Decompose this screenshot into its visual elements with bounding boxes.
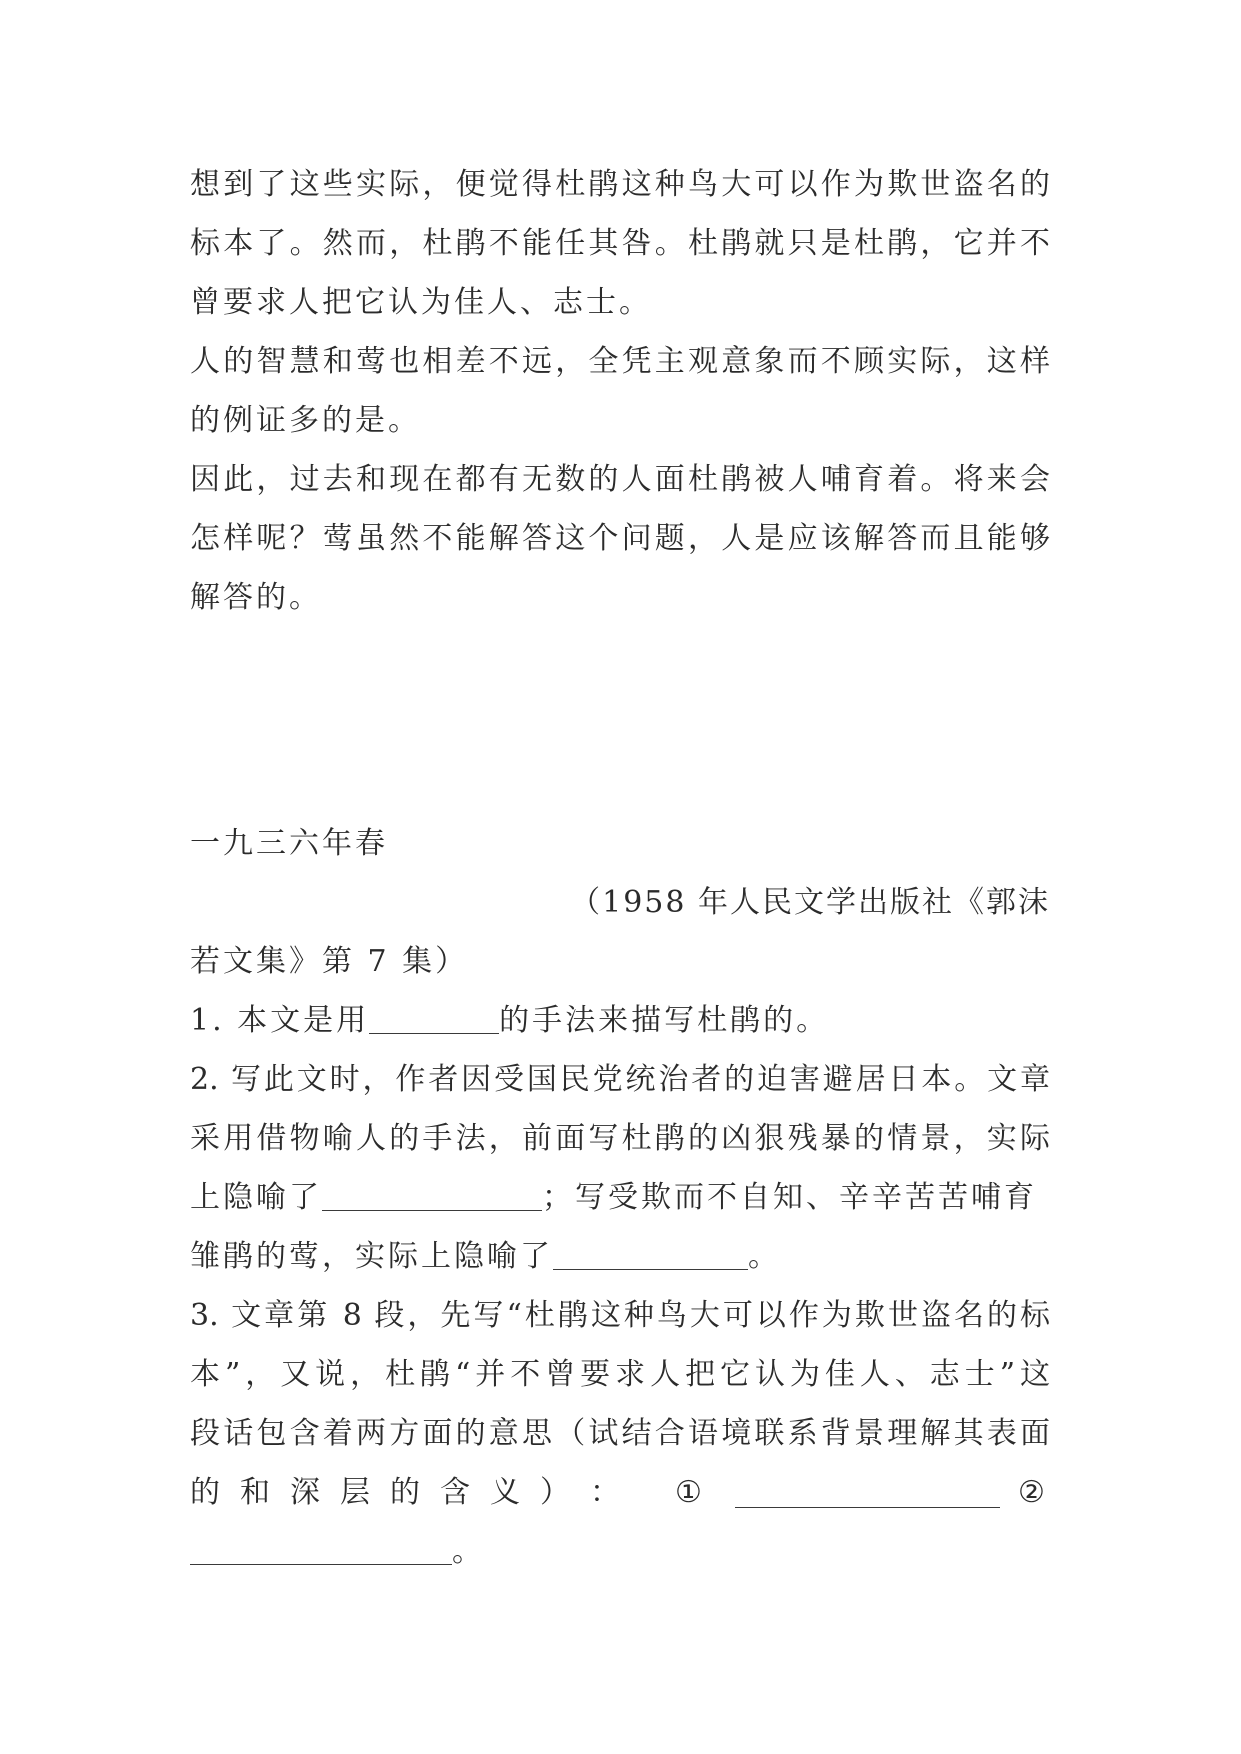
circled-1-marker: ① (675, 1475, 702, 1510)
question-3-line-1: 3. 文章第 8 段，先写“杜鹃这种鸟大可以作为欺世盗名的标 (190, 1298, 1050, 1333)
q3-char: 的 (390, 1475, 420, 1510)
date-line: 一九三六年春 (190, 826, 388, 861)
question-3-line-5 (190, 1522, 1050, 1582)
question-1-suffix: 的手法来描写杜鹃的。 (499, 1003, 830, 1038)
question-2-line-3-prefix: 上隐喻了 (190, 1180, 322, 1215)
paragraph-1-line-1: 想到了这些实际，便觉得杜鹃这种鸟大可以作为欺世盗名的 (190, 167, 1050, 202)
question-3-line-4 (190, 1463, 1050, 1523)
paragraph-2-line-2: 的例证多的是。 (190, 403, 421, 438)
question-2-line-4-suffix: 。 (748, 1239, 781, 1274)
source-line-1: （1958 年人民文学出版社《郭沫 (570, 885, 1050, 920)
question-3-answer-blank-1[interactable] (735, 1477, 1000, 1508)
q3-char: ： (590, 1475, 620, 1510)
question-2-line-3-suffix: ；写受欺而不自知、辛辛苦苦哺育 (542, 1180, 1037, 1215)
q3-char: 深 (290, 1475, 320, 1510)
question-2-line-1: 2. 写此文时，作者因受国民党统治者的迫害避居日本。文章 (190, 1062, 1050, 1097)
question-2-answer-blank-2[interactable] (553, 1239, 748, 1270)
q3-char: 义 (490, 1475, 520, 1510)
circled-2-marker: ② (1018, 1475, 1045, 1510)
question-2-line-4-prefix: 雏鹃的莺，实际上隐喻了 (190, 1239, 553, 1274)
question-1 (190, 991, 1050, 1051)
question-3-line-5-suffix: 。 (452, 1534, 485, 1569)
paragraph-1-line-3: 曾要求人把它认为佳人、志士。 (190, 285, 652, 320)
q3-char: 的 (190, 1475, 220, 1510)
source-line-2: 若文集》第 7 集） (190, 944, 469, 979)
question-2-line-3 (190, 1168, 1050, 1228)
question-2-line-2: 采用借物喻人的手法，前面写杜鹃的凶狠残暴的情景，实际 (190, 1121, 1050, 1156)
q3-char: ） (540, 1475, 570, 1510)
paragraph-3-line-3: 解答的。 (190, 580, 322, 615)
question-1-prefix: 1. 本文是用 (190, 1003, 370, 1038)
paragraph-3-line-1: 因此，过去和现在都有无数的人面杜鹃被人哺育着。将来会 (190, 462, 1050, 497)
q3-char: 层 (340, 1475, 370, 1510)
question-2-line-4 (190, 1227, 1050, 1287)
question-2-answer-blank-1[interactable] (322, 1180, 542, 1211)
paragraph-1-line-2: 标本了。然而，杜鹃不能任其咎。杜鹃就只是杜鹃，它并不 (190, 226, 1050, 261)
paragraph-2-line-1: 人的智慧和莺也相差不远，全凭主观意象而不顾实际，这样 (190, 344, 1050, 379)
q3-char: 和 (240, 1475, 270, 1510)
question-3-answer-blank-2[interactable] (190, 1534, 452, 1565)
question-1-answer-blank[interactable] (369, 1003, 499, 1034)
paragraph-3-line-2: 怎样呢？莺虽然不能解答这个问题，人是应该解答而且能够 (190, 521, 1050, 556)
question-3-line-2: 本”，又说，杜鹃“并不曾要求人把它认为佳人、志士”这 (190, 1357, 1050, 1392)
q3-char: 含 (440, 1475, 470, 1510)
question-3-line-3: 段话包含着两方面的意思（试结合语境联系背景理解其表面 (190, 1416, 1050, 1451)
